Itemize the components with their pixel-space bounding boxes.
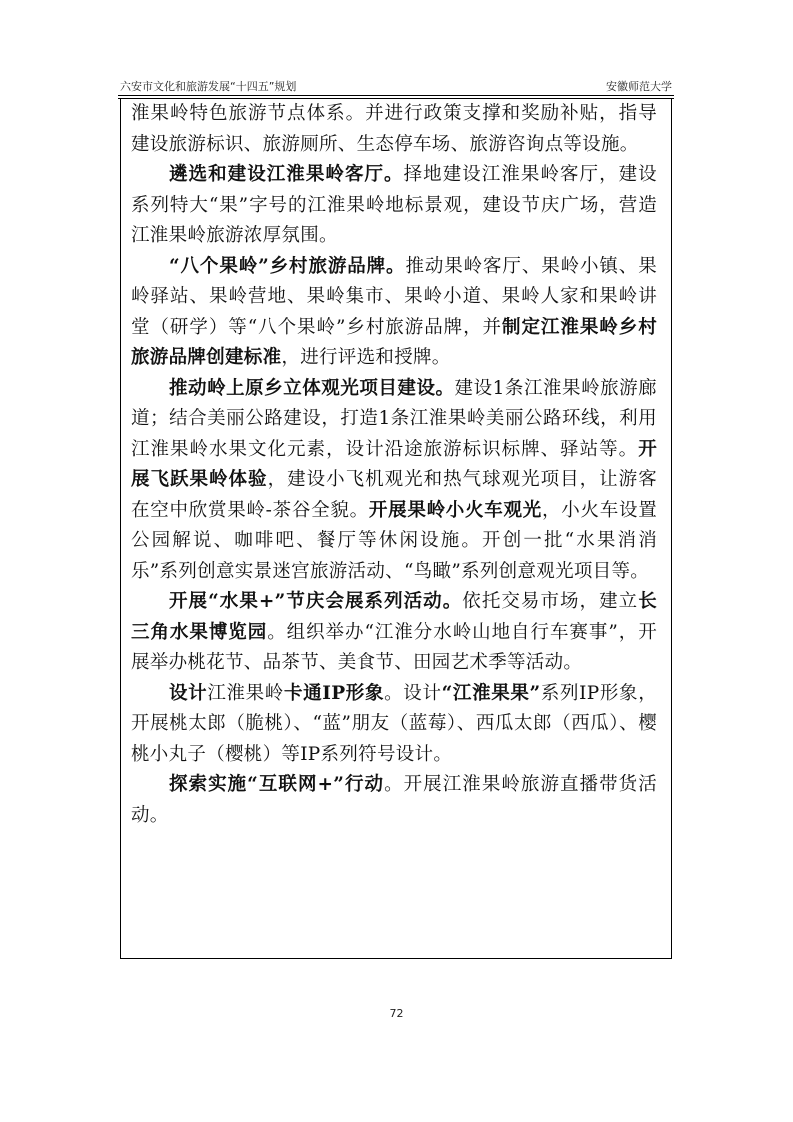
paragraph-text: 。开展江淮果岭旅游直播带货活动。	[131, 774, 657, 826]
paragraph-text: 择地建设江淮果岭客厅，建设系列特大“果”字号的江淮果岭地标景观，建设节庆广场，营造江淮果岭旅游浓厚氛围。	[131, 164, 657, 246]
bold-heading-text: 制定江淮果岭乡村旅游品牌创建标准	[131, 316, 657, 368]
bold-heading-text: 探索实施“互联网+”行动	[169, 774, 385, 795]
bold-heading-text: 开展“水果+”节庆会展系列活动。	[169, 591, 463, 612]
page-header	[118, 74, 674, 96]
body-text	[131, 99, 657, 831]
paragraph	[131, 679, 657, 771]
paragraph-text: 推动果岭客厅、果岭小镇、果岭驿站、果岭营地、果岭集市、果岭小道、果岭人家和果岭讲堂（研学）等“八个果岭”乡村旅游品牌，并	[131, 255, 657, 338]
paragraph	[131, 770, 657, 831]
bold-heading-text: 设计	[169, 682, 208, 704]
paragraph-text: 淮果岭特色旅游节点体系。并进行政策支撑和奖励补贴，指导建设旅游标识、旅游厕所、生态停车场、旅游咨询点等设施。	[131, 103, 657, 155]
bold-heading-text: “八个果岭”乡村旅游品牌。	[169, 255, 406, 277]
header-rule-top	[118, 95, 674, 96]
header-document-title: 六安市文化和旅游发展“十四五”规划	[120, 80, 297, 93]
paragraph-text: ，建设小飞机观光和热气球观光项目，让游客在空中欣赏果岭-茶谷全貌。	[131, 469, 657, 521]
page-number: 72	[389, 1007, 404, 1020]
bold-heading-text: 长三角水果博览园	[131, 591, 658, 643]
header-institution: 安徽师范大学	[606, 80, 672, 93]
paragraph-text: 系列IP形象，开展桃太郎（脆桃）、“蓝”朋友（蓝莓）、西瓜太郎（西瓜）、樱桃小丸子（樱桃）等IP系列符号设计。	[131, 682, 657, 765]
paragraph-text: ，小火车设置公园解说、咖啡吧、餐厅等休闲设施。开创一批“水果消消乐”系列创意实景迷宫旅游活动、“鸟瞰”系列创意观光项目等。	[131, 499, 658, 582]
bold-heading-text: 卡通IP形象	[283, 682, 385, 704]
paragraph	[131, 99, 657, 160]
bold-heading-text: 遴选和建设江淮果岭客厅。	[169, 164, 404, 185]
paragraph	[131, 374, 657, 588]
paragraph-text: 建设1条江淮果岭旅游廊道；结合美丽公路建设，打造1条江淮果岭美丽公路环线，利用江淮果岭水果文化元素，设计沿途旅游标识标牌、驿站等。	[131, 377, 657, 460]
paragraph-text: 依托交易市场，建立	[462, 591, 639, 612]
paragraph	[131, 587, 657, 679]
paragraph	[131, 252, 657, 374]
bold-heading-text: 推动岭上原乡立体观光项目建设。	[169, 377, 455, 399]
bold-heading-text: 开展飞跃果岭体验	[131, 438, 657, 490]
paragraph-text: 。组织举办“江淮分水岭山地自行车赛事”，开展举办桃花节、品茶节、美食节、田园艺术季等活动。	[131, 621, 657, 673]
content-table-cell	[120, 99, 672, 959]
paragraph-text: 江淮果岭	[207, 682, 284, 704]
bold-heading-text: 开展果岭小火车观光	[368, 499, 543, 521]
bold-heading-text: “江淮果果”	[441, 682, 541, 704]
paragraph-text: 。设计	[384, 682, 442, 704]
paragraph-text: ，进行评选和授牌。	[281, 347, 451, 368]
paragraph	[131, 160, 657, 252]
